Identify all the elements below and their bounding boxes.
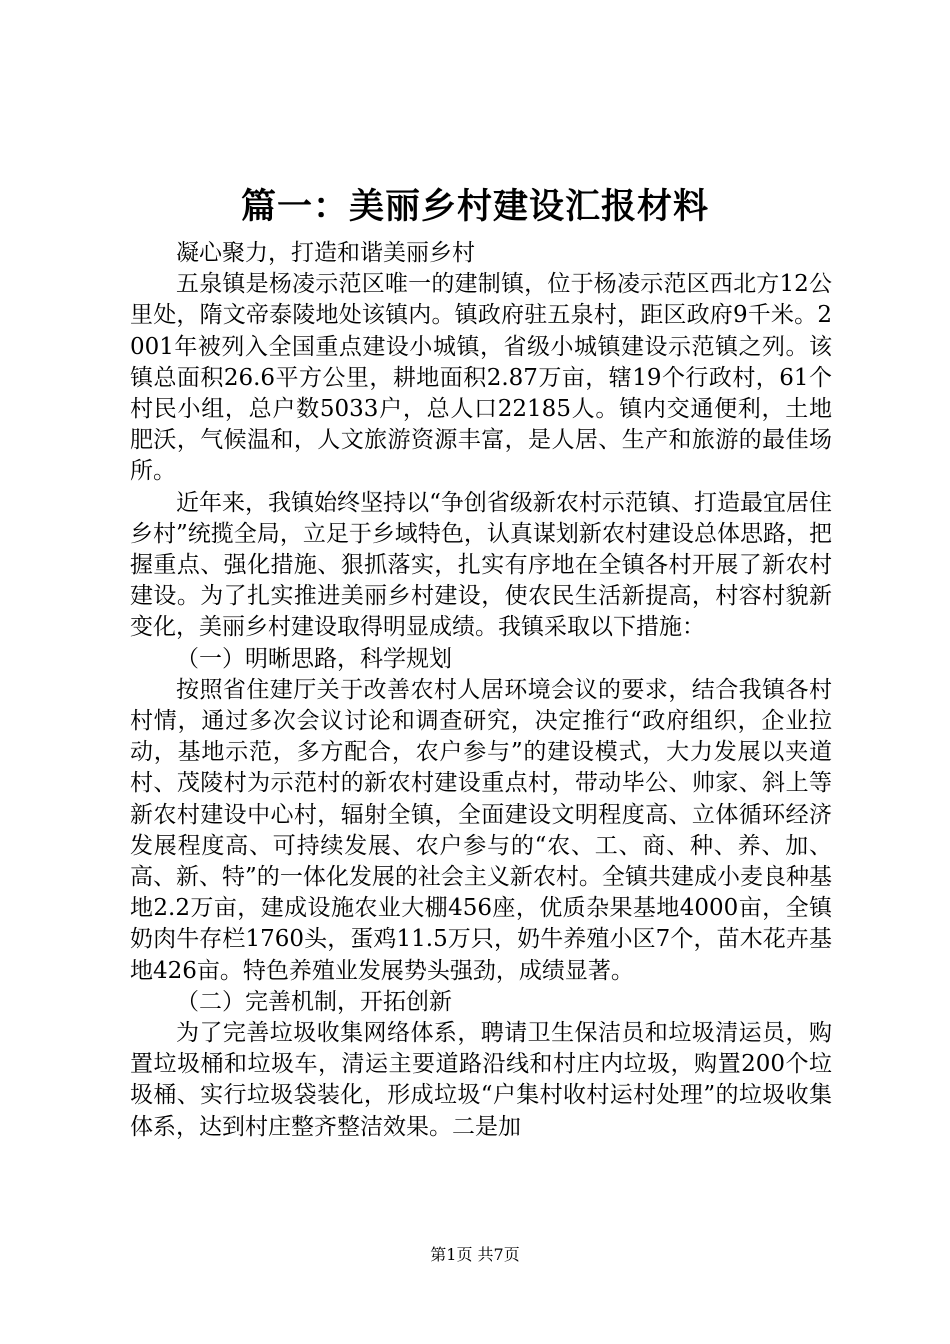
paragraph-mechanism: 为了完善垃圾收集网络体系，聘请卫生保洁员和垃圾清运员，购置垃圾桶和垃圾车，清运主要道路沿线和村庄内垃圾，购置200个垃圾桶、实行垃圾袋装化，形成垃圾“户集村收村运村处理”的垃圾收集体系，达到村庄整齐整洁效果。二是加 xyxy=(130,1020,832,1140)
paragraph-subtitle: 凝心聚力，打造和谐美丽乡村 xyxy=(176,240,475,266)
document-body xyxy=(130,238,832,1143)
section-heading-1: （一）明晰思路，科学规划 xyxy=(176,645,452,672)
page-number-footer: 第1页 共7页 xyxy=(430,1245,520,1264)
section-heading-2: （二）完善机制，开拓创新 xyxy=(176,988,452,1015)
document-title: 篇一：美丽乡村建设汇报材料 xyxy=(240,187,709,227)
paragraph-intro: 五泉镇是杨凌示范区唯一的建制镇，位于杨凌示范区西北方12公里处，隋文帝泰陵地处该镇内。镇政府驻五泉村，距区政府9千米。2001年被列入全国重点建设小城镇，省级小城镇建设示范镇之列。该镇总面积26.6平方公里，耕地面积2.87万亩，辖19个行政村，61个村民小组，总户数5033户，总人口22185人。镇内交通便利，土地肥沃，气候温和，人文旅游资源丰富，是人居、生产和旅游的最佳场所。 xyxy=(130,271,832,485)
paragraph-planning: 按照省住建厅关于改善农村人居环境会议的要求，结合我镇各村村情，通过多次会议讨论和调查研究，决定推行“政府组织，企业拉动，基地示范，多方配合，农户参与”的建设模式，大力发展以夹道村、茂陵村为示范村的新农村建设重点村，带动毕公、帅家、斜上等新农村建设中心村，辐射全镇，全面建设文明程度高、立体循环经济发展程度高、可持续发展、农户参与的“农、工、商、种、养、加、高、新、特”的一体化发展的社会主义新农村。全镇共建成小麦良种基地2.2万亩，建成设施农业大棚456座，优质杂果基地4000亩，全镇奶肉牛存栏1760头，蛋鸡11.5万只，奶牛养殖小区7个，苗木花卉基地426亩。特色养殖业发展势头强劲，成绩显著。 xyxy=(130,676,832,984)
paragraph-recent-years: 近年来，我镇始终坚持以“争创省级新农村示范镇、打造最宜居住乡村”统揽全局，立足于乡域特色，认真谋划新农村建设总体思路，把握重点、强化措施、狠抓落实，扎实有序地在全镇各村开展了新农村建设。为了扎实推进美丽乡村建设，使农民生活新提高，村容村貌新变化，美丽乡村建设取得明显成绩。我镇采取以下措施： xyxy=(130,489,832,641)
